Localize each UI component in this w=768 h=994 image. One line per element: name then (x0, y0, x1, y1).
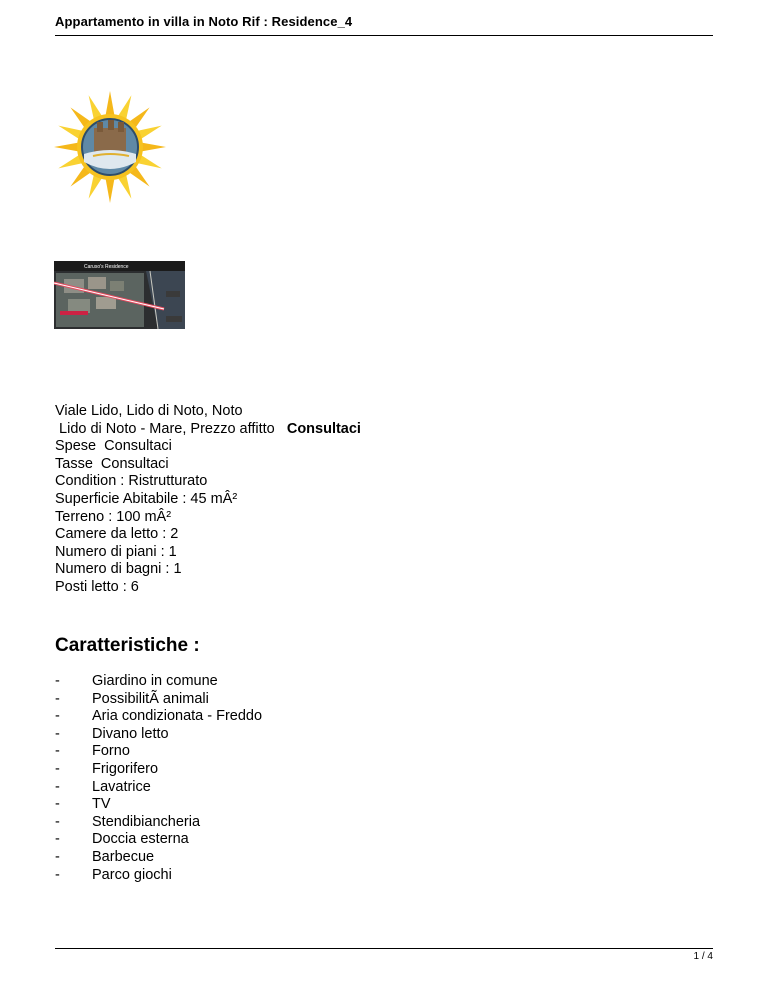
footer-divider (55, 948, 713, 949)
terreno-line: Terreno : 100 mÂ² (55, 508, 172, 525)
feature-label: Barbecue (92, 848, 155, 865)
bagni-line: Numero di bagni : 1 (55, 561, 182, 578)
tasse-line: Tasse Consultaci (55, 455, 169, 472)
listing-details (55, 403, 361, 597)
list-item (55, 726, 262, 744)
list-item (55, 831, 262, 849)
bullet-dash: - (55, 760, 60, 777)
page-header-title: Appartamento in villa in Noto Rif : Residence_4 (55, 14, 353, 29)
list-item (55, 796, 262, 814)
list-item (55, 761, 262, 779)
sun-logo-image (53, 90, 167, 204)
list-item (55, 708, 262, 726)
svg-text:Caruso's Residence: Caruso's Residence (84, 264, 129, 270)
feature-label: Frigorifero (92, 760, 159, 777)
price-value: Consultaci (286, 420, 361, 437)
bullet-dash: - (55, 708, 60, 725)
bullet-dash: - (55, 831, 60, 848)
page-number: 1 / 4 (693, 951, 713, 962)
spese-line: Spese Consultaci (55, 438, 172, 455)
feature-label: Divano letto (92, 725, 169, 742)
bullet-dash: - (55, 673, 60, 689)
superficie-line: Superficie Abitabile : 45 mÂ² (55, 490, 238, 507)
list-item (55, 849, 262, 867)
bullet-dash: - (55, 778, 60, 795)
feature-label: Doccia esterna (92, 831, 189, 848)
zone-price-line (55, 421, 361, 439)
list-item (55, 867, 262, 885)
location-map-image (54, 261, 185, 329)
feature-label: Lavatrice (92, 778, 151, 795)
feature-label: Stendibiancheria (92, 813, 201, 830)
posti-line: Posti letto : 6 (55, 578, 139, 595)
camere-line: Camere da letto : 2 (55, 526, 179, 543)
list-item (55, 814, 262, 832)
bullet-dash: - (55, 743, 60, 760)
bullet-dash: - (55, 866, 60, 883)
condition-line: Condition : Ristrutturato (55, 473, 208, 490)
feature-label: PossibilitÃ animali (92, 690, 209, 707)
bullet-dash: - (55, 813, 60, 830)
header-divider (55, 35, 713, 36)
features-heading: Caratteristiche : (55, 635, 200, 656)
bullet-dash: - (55, 725, 60, 742)
features-list (55, 673, 262, 884)
address-line: Viale Lido, Lido di Noto, Noto (55, 403, 243, 419)
feature-label: Giardino in comune (92, 673, 218, 689)
feature-label: Aria condizionata - Freddo (92, 708, 263, 725)
list-item (55, 779, 262, 797)
list-item (55, 691, 262, 709)
bullet-dash: - (55, 848, 60, 865)
feature-label: Parco giochi (92, 866, 172, 883)
bullet-dash: - (55, 690, 60, 707)
feature-label: Forno (92, 743, 130, 760)
feature-label: TV (92, 796, 111, 813)
zone-price-label: Lido di Noto - Mare, Prezzo affitto (55, 420, 287, 437)
list-item (55, 673, 262, 691)
list-item (55, 743, 262, 761)
piani-line: Numero di piani : 1 (55, 543, 177, 560)
bullet-dash: - (55, 796, 60, 813)
